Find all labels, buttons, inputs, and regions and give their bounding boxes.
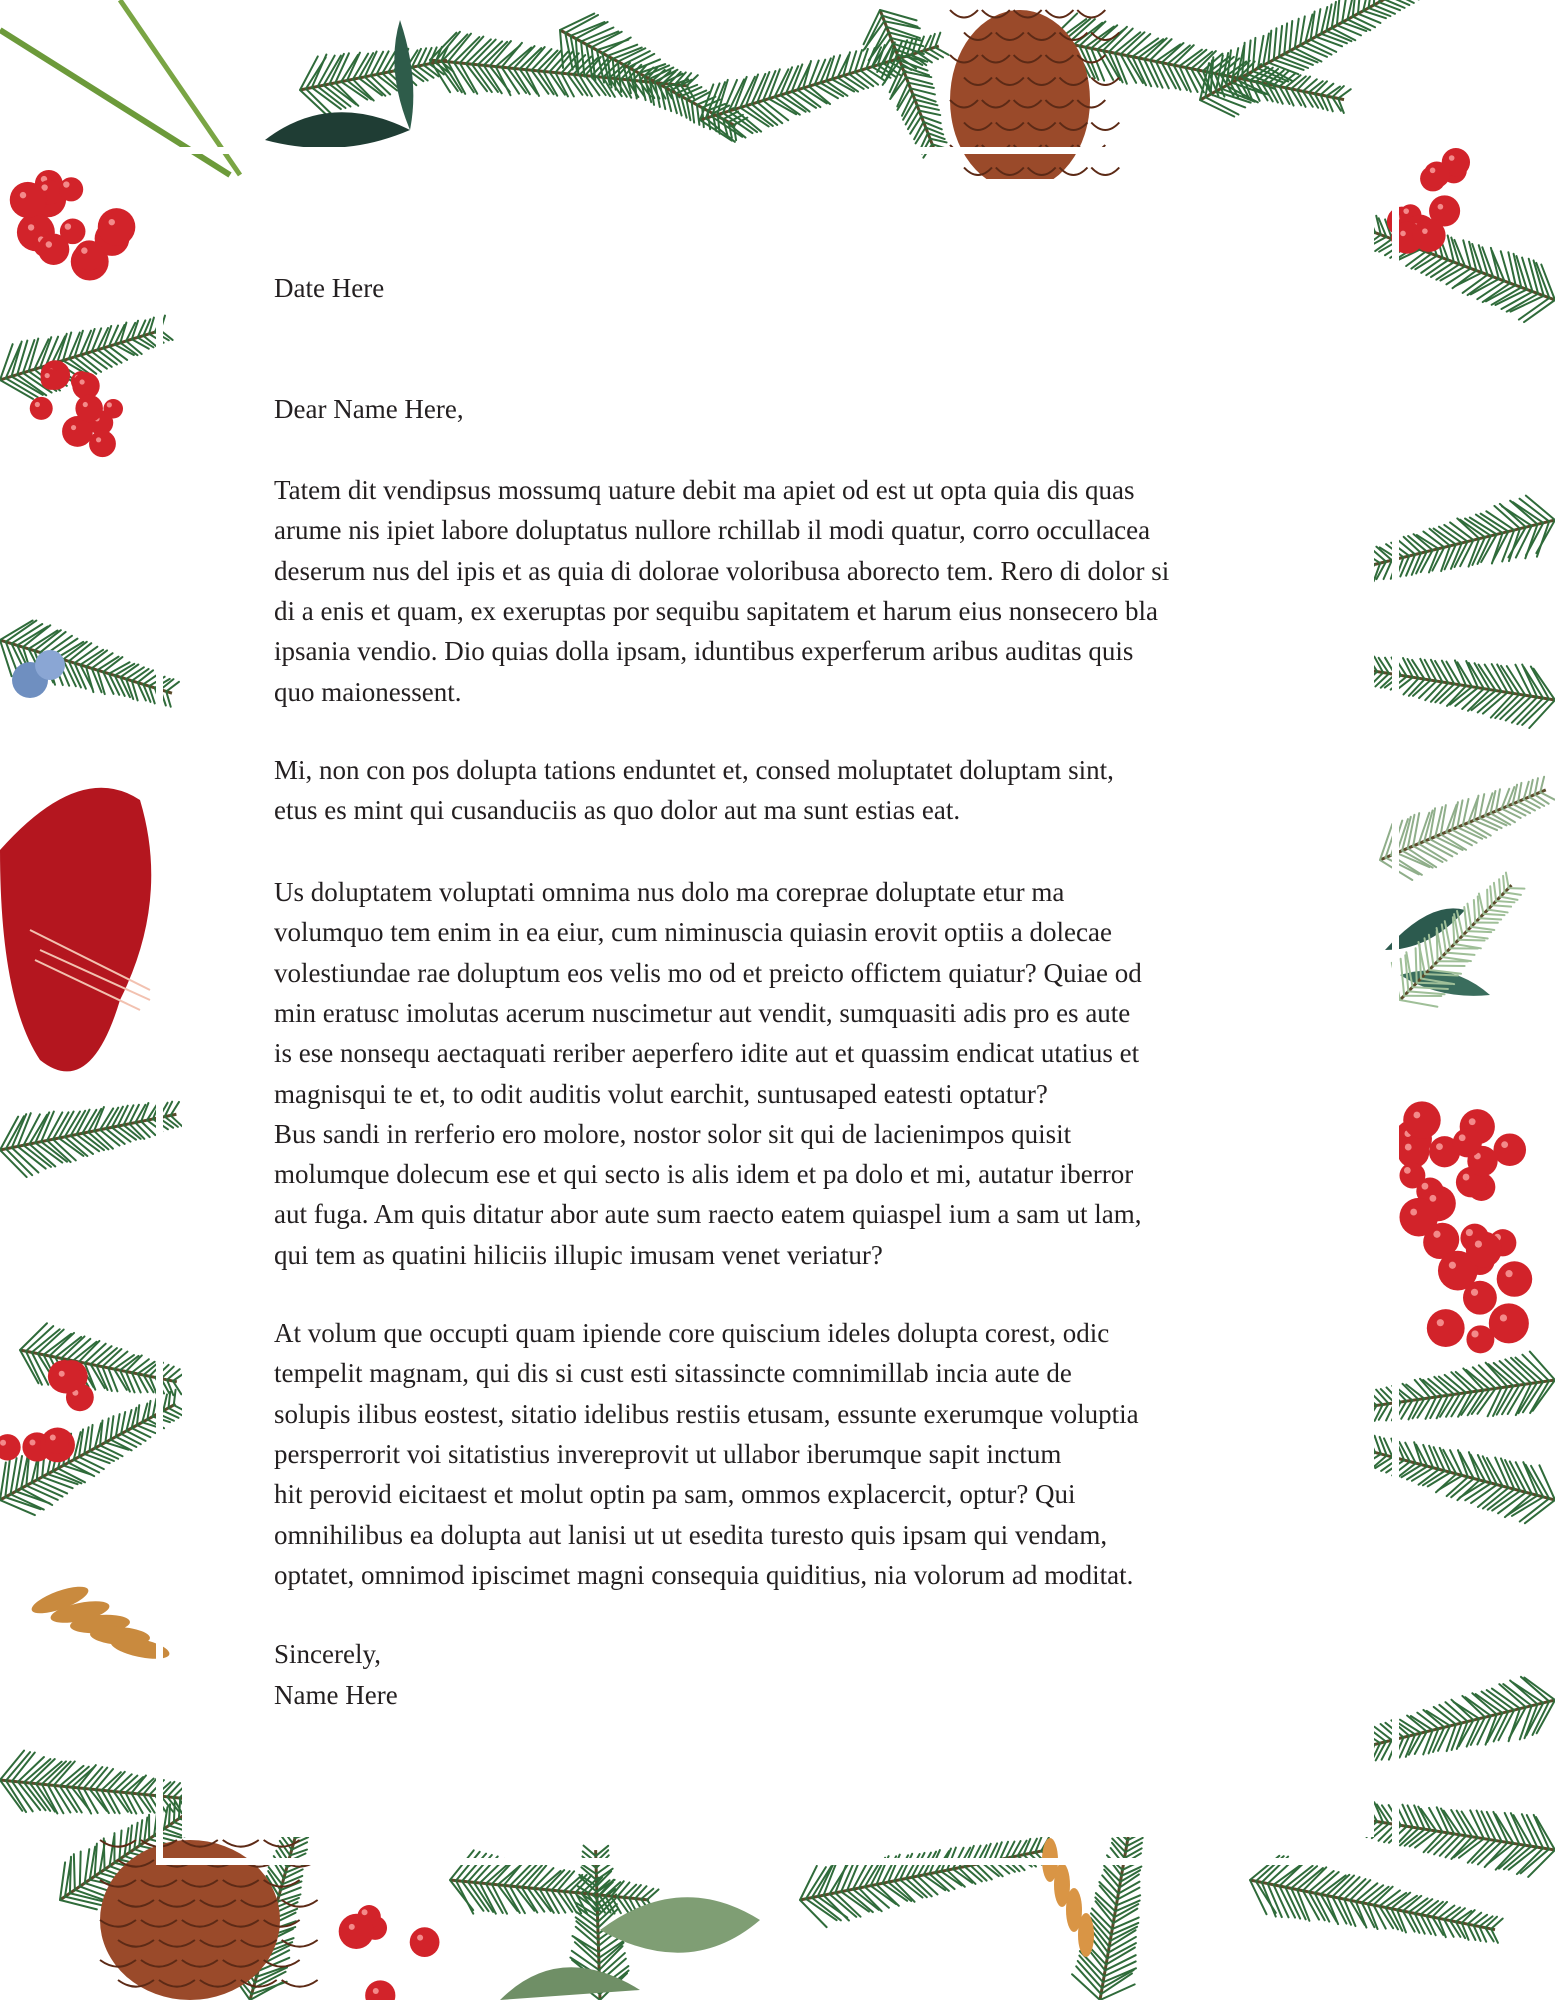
paragraph-3-line: magnisqui te et, to odit auditis volut earchit, suntusaped eatesti optatur? [274,1078,1048,1109]
paragraph-4-line: persperrorit voi sitatistius invereprovit ut ullabor iberumque sapit inctum [274,1438,1062,1469]
paragraph-2-line: Mi, non con pos dolupta tations enduntet et, consed moluptatet doluptam sint, [274,755,1114,785]
red-berry [410,1927,440,1957]
red-berry [339,1914,374,1949]
date-line: Date Here [274,273,385,303]
paragraph-3-line: min eratusc imolutas acerum nuscimetur aut vendit, sumquasiti adis pro es aute [274,997,1131,1028]
blue-berry [35,650,65,680]
paragraph-4-line: At volum que occupti quam ipiende core quiscium ideles dolupta corest, odic [274,1318,1110,1348]
red-berry [10,182,46,218]
red-berry [41,369,62,390]
paragraph-1-line: arume nis ipiet labore doluptatus nullore rchillab il modi quatur, corro occullacea [274,515,1151,546]
paragraph-4-line: tempelit magnam, qui dis si cust esti sitassincte comnimillab incia aute de [274,1358,1072,1389]
red-berry [46,1430,70,1454]
paragraph-1-line: Tatem dit vendipsus mossumq uature debit ma apiet od est ut opta quia dis quas [274,475,1135,505]
amaryllis-flower [0,788,151,1072]
red-berry [1413,219,1446,252]
autumn-leaf [1078,1913,1094,1957]
red-berry [74,240,104,270]
red-berry [1399,1163,1425,1189]
paragraph-3-line: is ese nonsequ aectaquati reriber aeperfero idite aut et quassim endicat utatius et [274,1038,1140,1069]
leaf-icon [265,112,410,148]
paragraph-3-line: volumquo tem enim in ea eiur, cum niminuscia quiasin erovit optiis a dolecae [274,917,1112,948]
paragraph-3-line: Us doluptatem voluptati omnima nus dolo ma coreprae doluptate etur ma [274,877,1065,907]
paragraph-1-line: quo maionessent. [274,676,462,707]
red-berry [103,399,123,419]
signature: Name Here [274,1680,398,1710]
paragraph-4-line: hit perovid eicitaest et molut optin pa sam, ommos explacercit, optur? Qui [274,1479,1076,1510]
red-berry [1493,1133,1526,1166]
red-berry [1489,1303,1529,1343]
paragraph-2-line: etus es mint qui cusanduciis as quo dolor aut ma sunt estias eat. [274,795,961,826]
red-berry [1497,1261,1533,1297]
paragraph-3-line: molumque dolecum ese et qui secto is alis idem et pa dolo et mi, autatur iberror [274,1159,1134,1190]
paragraph-4-line: omnihilibus ea dolupta aut lanisi ut ut esedita turesto quis ipsam qui vendam, [274,1519,1108,1550]
paragraph-3-line: volestiundae rae doluptum eos velis mo od et preicto offictem quiatur? Quiae od [274,957,1142,988]
red-berry [1453,1128,1482,1157]
red-berry [38,234,69,265]
paragraph-3-line: aut fuga. Am quis ditatur abor aute sum raecto eatem quiaspel ium a sam ut lam, [274,1199,1142,1230]
paragraph-3-line: qui tem as quatini hiliciis illupic imusam venet veriatur? [274,1239,883,1270]
red-berry [1463,1281,1497,1315]
red-berry [1403,1101,1440,1138]
leaf-icon [394,20,413,130]
red-berry [59,177,83,201]
red-berry [89,430,116,457]
paragraph-1-line: di a enis et quam, ex exeruptas por sequibu sapitatem et harum eius nonsecero bla [274,595,1158,626]
paragraph-1-line: ipsania vendio. Dio quias dolla ipsam, iduntibus experferum aribus auditas quis [274,636,1134,667]
red-berry [51,1363,82,1394]
red-berry [30,397,53,420]
salutation: Dear Name Here, [274,394,464,424]
red-berry [75,395,103,423]
red-berry [1427,1309,1465,1347]
red-berry [1424,161,1450,187]
red-berry [98,208,136,246]
red-berry [365,1980,395,2000]
paragraph-1-line: deserum nus del ipis et as quia di dolorae voloribusa aborecto tem. Rero di dolor si [274,555,1170,586]
closing: Sincerely, [274,1639,381,1669]
red-berry [1466,1232,1502,1268]
paragraph-4-line: solupis ilibus eostest, sitatio idelibus restiis etusam, essunte exerumque voluptia [274,1398,1139,1429]
paragraph-3-line: Bus sandi in rerferio ero molore, nostor solor sit qui de lacienimpos quisit [274,1118,1072,1149]
red-berry [0,1434,21,1460]
paragraph-4-line: optatet, omnimod ipiscimet magni consequia quiditius, nia volorum ad moditat. [274,1559,1134,1590]
